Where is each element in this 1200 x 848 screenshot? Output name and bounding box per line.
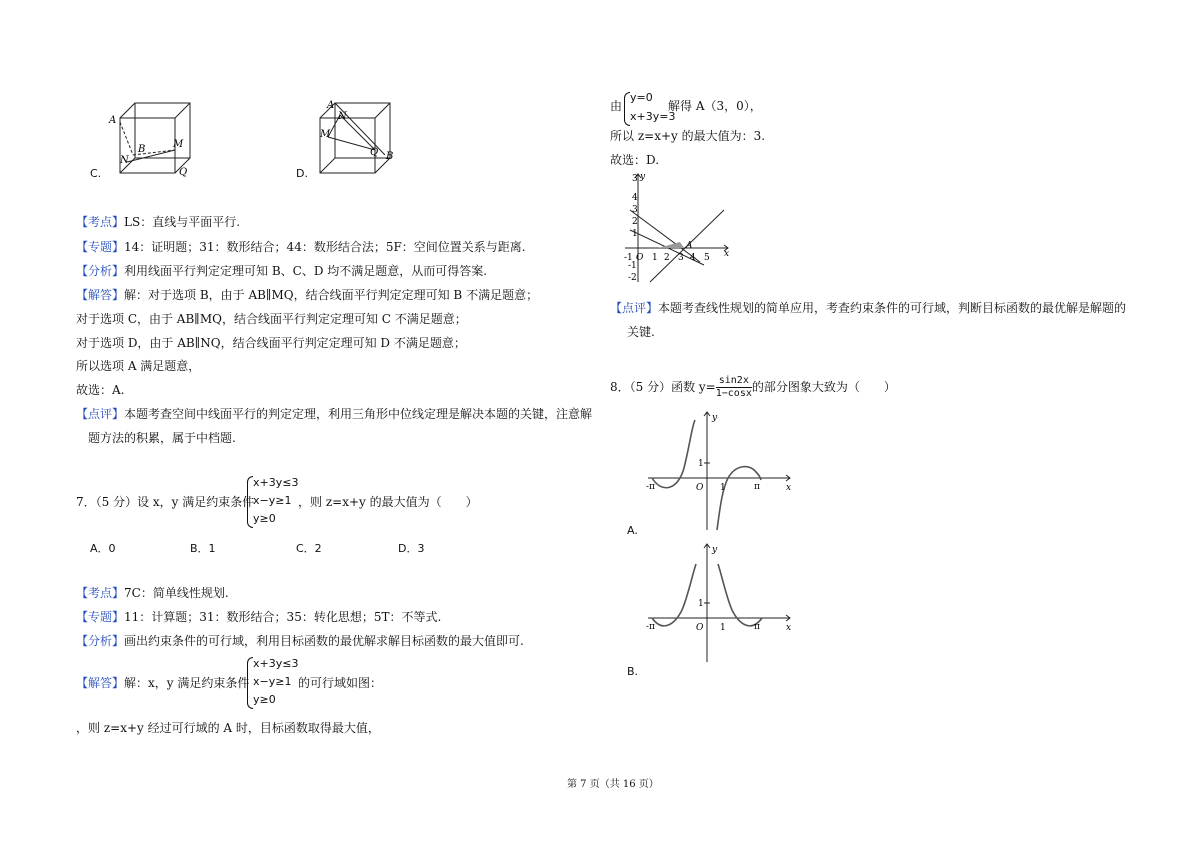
cube-d-label-n: N bbox=[338, 111, 347, 122]
q6-fenxi bbox=[76, 263, 487, 279]
graph7-tick-y2: 2 bbox=[632, 217, 638, 227]
q6-jieda-line4: 所以选项 A 满足题意， bbox=[76, 359, 201, 373]
q6-jieda bbox=[76, 287, 538, 303]
tag-zhuanti-q7: 【专题】 bbox=[76, 610, 125, 624]
graph7-tick-yn2: -2 bbox=[628, 273, 637, 283]
q6-jieda-text: 解：对于选项 B，由于 AB∥MQ，结合线面平行判定定理可知 B 不满足题意； bbox=[124, 288, 539, 302]
graph7-tick-x1: 1 bbox=[652, 253, 658, 263]
graph7-label-x: x bbox=[724, 249, 730, 259]
cube-c-label-m: M bbox=[173, 139, 184, 150]
tag-fenxi: 【分析】 bbox=[76, 264, 125, 278]
q6-zhuanti bbox=[76, 239, 526, 255]
option-d-label: D. bbox=[296, 167, 308, 180]
q6-kaodian-text: LS：直线与平面平行. bbox=[124, 215, 241, 229]
q7-cond3: y≥0 bbox=[253, 512, 276, 525]
graph-b-tick-1x: 1 bbox=[720, 623, 726, 633]
tag-dianping: 【点评】 bbox=[76, 407, 125, 421]
q6-jieda-line3: 对于选项 D，由于 AB∥NQ，结合线面平行判定定理可知 D 不满足题意； bbox=[76, 336, 466, 350]
graph7-tick-y1: 1 bbox=[632, 229, 638, 239]
graph7-tick-top: 3 bbox=[632, 174, 638, 184]
q7-option-d: D．3 bbox=[398, 542, 425, 555]
q8-numerator: sin2x bbox=[716, 375, 752, 388]
cube-c-label-q: Q bbox=[179, 167, 188, 178]
tag-zhuanti: 【专题】 bbox=[76, 240, 125, 254]
tag-kaodian: 【考点】 bbox=[76, 215, 125, 229]
tag-jieda: 【解答】 bbox=[76, 288, 125, 302]
tag-kaodian-q7: 【考点】 bbox=[76, 586, 125, 600]
graph-b-label-x: x bbox=[786, 623, 792, 633]
right-dianping-line2: 关键. bbox=[627, 325, 655, 339]
graph-a-tick-1x: 1 bbox=[720, 483, 726, 493]
q6-zhuanti-text: 14：证明题；31：数形结合；44：数形结合法；5F：空间位置关系与距离. bbox=[124, 240, 526, 254]
graph7-tick-x4: 4 bbox=[690, 253, 696, 263]
sys-eq1: y=0 bbox=[630, 91, 653, 104]
q7-option-b: B．1 bbox=[190, 542, 216, 555]
option-c-label: C. bbox=[90, 167, 102, 180]
q7-stem-pre: 7．（5 分）设 x，y 满足约束条件 bbox=[76, 495, 255, 509]
graph7-tick-y4: 4 bbox=[632, 193, 638, 203]
cube-c-label-n: N bbox=[120, 155, 129, 166]
q7-jieda-cond2: x−y≥1 bbox=[253, 675, 292, 688]
sys-post: 解得 A（3，0）， bbox=[668, 99, 762, 113]
page-footer: 第 7 页（共 16 页） bbox=[567, 779, 659, 790]
q7-stem-post: ，则 z=x+y 的最大值为（ ） bbox=[298, 495, 478, 509]
q7-fenxi bbox=[76, 633, 524, 649]
q8-stem bbox=[610, 375, 896, 400]
q8-option-a: A. bbox=[627, 524, 638, 537]
cube-c-label-b: B bbox=[138, 144, 146, 155]
q6-dianping bbox=[76, 406, 592, 422]
q8-option-b: B. bbox=[627, 665, 639, 678]
tag-fenxi-q7: 【分析】 bbox=[76, 634, 125, 648]
q6-dianping-line2: 题方法的积累，属于中档题. bbox=[88, 431, 236, 445]
q7-jieda-text: 解：x，y 满足约束条件 bbox=[124, 676, 250, 690]
q6-kaodian bbox=[76, 214, 240, 230]
q8-stem-post: 的部分图象大致为（ ） bbox=[751, 380, 896, 394]
graph-b-tick-negpi: -π bbox=[646, 622, 655, 632]
q8-denominator: 1−cosx bbox=[715, 388, 752, 399]
right-dianping bbox=[610, 300, 1126, 316]
cube-d-label-q: Q bbox=[370, 147, 379, 158]
graph-b-tick-1y: 1 bbox=[698, 599, 704, 609]
q7-kaodian bbox=[76, 585, 229, 601]
q7-option-c: C．2 bbox=[296, 542, 322, 555]
q7-cond2: x−y≥1 bbox=[253, 494, 292, 507]
graph7-tick-x2: 2 bbox=[664, 253, 670, 263]
graph-b-label-y: y bbox=[712, 545, 718, 555]
cube-c-label-a: A bbox=[109, 115, 117, 126]
graph-a-tick-1y: 1 bbox=[698, 459, 704, 469]
feasible-region-graph bbox=[620, 170, 740, 288]
graph-a-origin: O bbox=[696, 483, 704, 493]
q6-jieda-line5: 故选：A. bbox=[76, 383, 125, 397]
q7-fenxi-text: 画出约束条件的可行域，利用目标函数的最优解求解目标函数的最大值即可. bbox=[124, 634, 524, 648]
cube-figure-c bbox=[105, 95, 205, 180]
q7-option-a: A．0 bbox=[90, 542, 116, 555]
cube-d-label-m: M bbox=[320, 129, 331, 140]
q7-jieda-cond1: x+3y≤3 bbox=[253, 657, 299, 670]
q7-jieda bbox=[76, 675, 249, 691]
sys-eq2: x+3y=3 bbox=[630, 110, 676, 123]
q8-stem-pre: 8．（5 分）函数 y= bbox=[610, 380, 716, 394]
graph7-tick-yn1: -1 bbox=[628, 261, 637, 271]
cube-d-label-a: A bbox=[327, 100, 335, 111]
graph7-tick-x3: 3 bbox=[678, 253, 684, 263]
q8-graph-a bbox=[640, 408, 800, 533]
right-line2: 所以 z=x+y 的最大值为：3. bbox=[610, 129, 766, 143]
graph7-label-a: A bbox=[686, 241, 693, 251]
q7-cond1: x+3y≤3 bbox=[253, 476, 299, 489]
right-dianping-text: 本题考查线性规划的简单应用，考查约束条件的可行域，判断目标函数的最优解是解题的 bbox=[658, 301, 1127, 315]
graph7-tick-xn1: -1 bbox=[624, 253, 633, 263]
tag-jieda-q7: 【解答】 bbox=[76, 676, 125, 690]
sys-pre: 由 bbox=[610, 99, 623, 113]
graph-a-tick-negpi: -π bbox=[646, 482, 655, 492]
q7-kaodian-text: 7C：简单线性规划. bbox=[124, 586, 229, 600]
q6-dianping-text: 本题考查空间中线面平行的判定定理，利用三角形中位线定理是解决本题的关键，注意解 bbox=[124, 407, 593, 421]
graph7-tick-y3: 3 bbox=[632, 205, 638, 215]
graph-a-tick-pi: π bbox=[754, 482, 760, 492]
q7-zhuanti bbox=[76, 609, 441, 625]
tag-dianping-q7: 【点评】 bbox=[610, 301, 659, 315]
graph-a-label-x: x bbox=[786, 483, 792, 493]
q6-fenxi-text: 利用线面平行判定定理可知 B、C、D 均不满足题意，从而可得答案. bbox=[124, 264, 488, 278]
q7-jieda-post: 的可行域如图： bbox=[298, 676, 383, 690]
q7-jieda-cond3: y≥0 bbox=[253, 693, 276, 706]
q8-fraction bbox=[716, 375, 752, 400]
cube-figure-d bbox=[310, 95, 405, 180]
graph-b-tick-pi: π bbox=[754, 622, 760, 632]
q8-graph-b bbox=[640, 540, 800, 665]
graph-a-label-y: y bbox=[712, 413, 718, 423]
right-line3: 故选：D. bbox=[610, 153, 660, 167]
graph7-label-y: y bbox=[640, 172, 646, 182]
graph7-tick-x5: 5 bbox=[704, 253, 710, 263]
q7-last-line: ，则 z=x+y 经过可行域的 A 时，目标函数取得最大值， bbox=[76, 721, 380, 735]
cube-d-label-b: B bbox=[386, 151, 394, 162]
graph-b-origin: O bbox=[696, 623, 704, 633]
graph7-origin: O bbox=[636, 253, 644, 263]
q6-jieda-line2: 对于选项 C，由于 AB∥MQ，结合线面平行判定定理可知 C 不满足题意； bbox=[76, 312, 467, 326]
q7-zhuanti-text: 11：计算题；31：数形结合；35：转化思想；5T：不等式. bbox=[124, 610, 442, 624]
